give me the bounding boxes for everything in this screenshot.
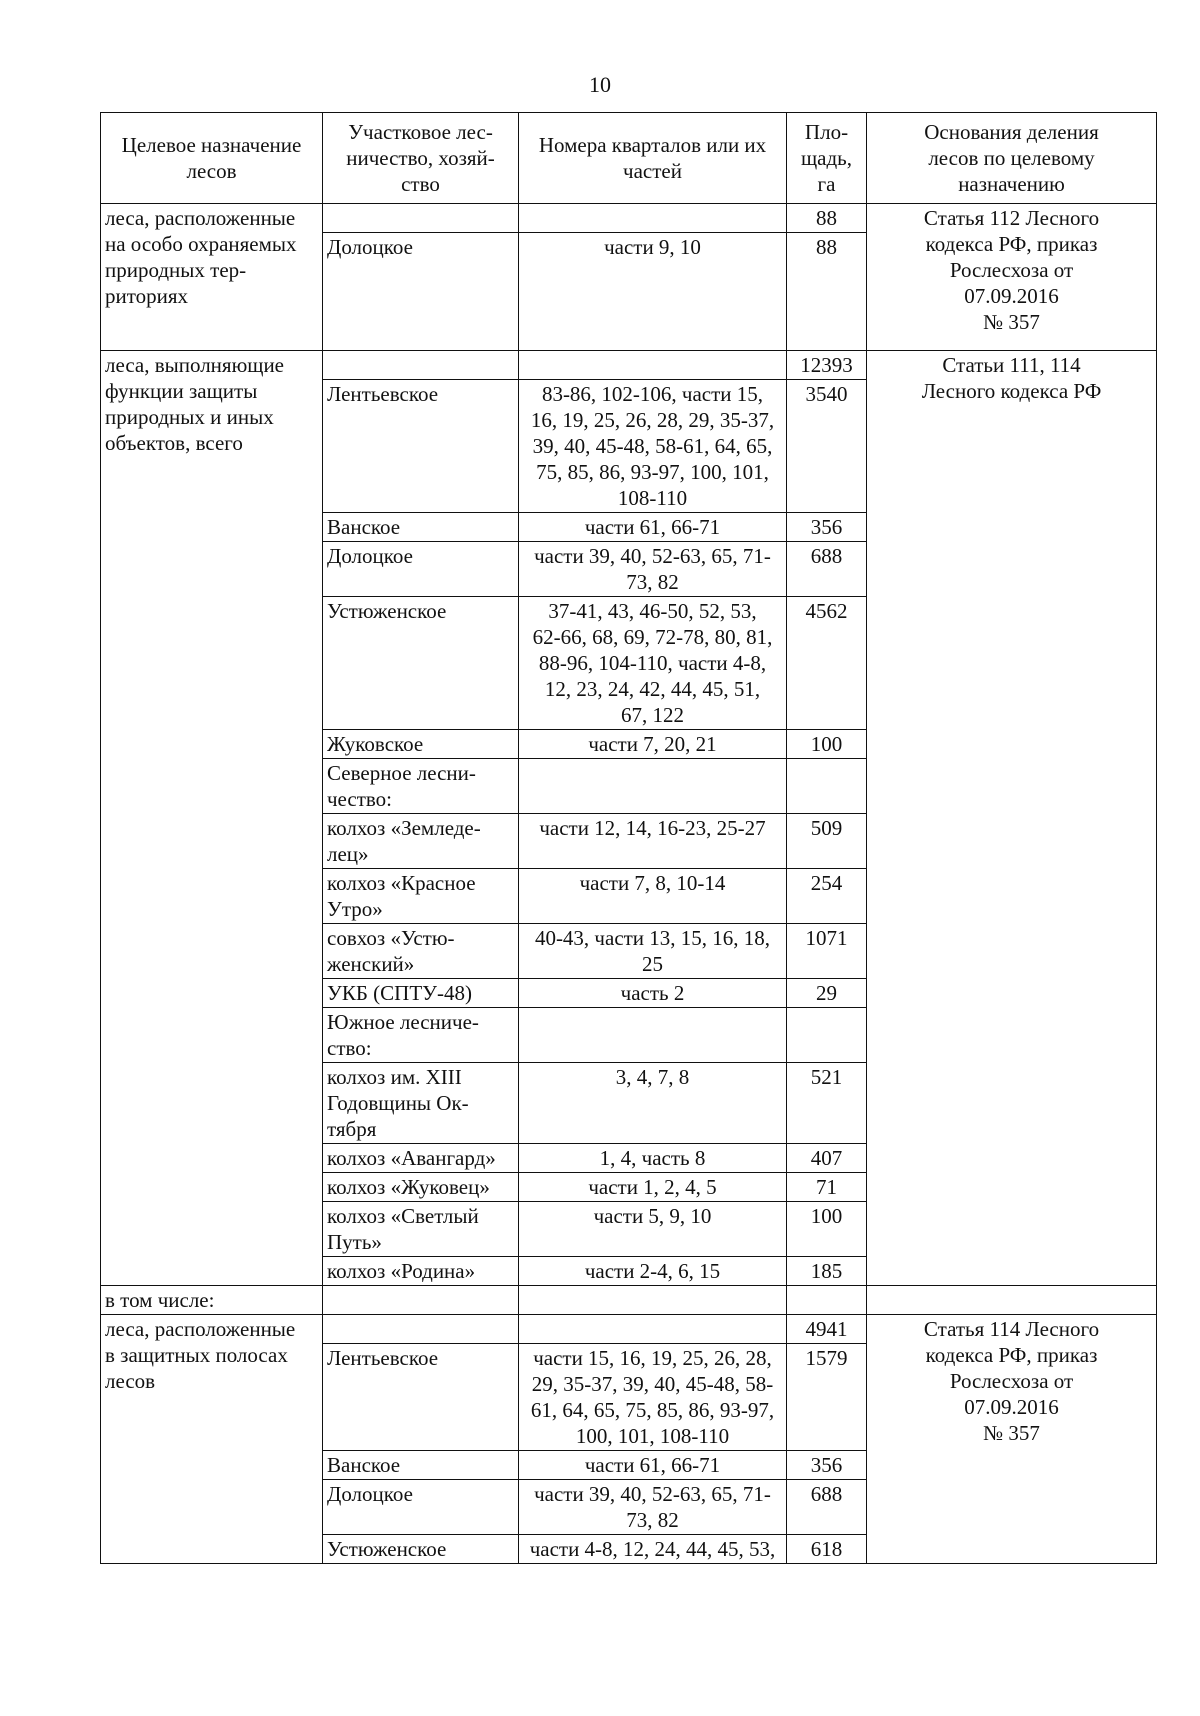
area-cell: 29	[787, 979, 867, 1008]
basis-cell	[867, 1286, 1157, 1315]
blocks-cell: части 39, 40, 52-63, 65, 71- 73, 82	[519, 542, 787, 597]
blocks-cell	[519, 759, 787, 814]
area-cell: 509	[787, 814, 867, 869]
blocks-cell: части 5, 9, 10	[519, 1202, 787, 1257]
forestry-cell: Устюженское	[323, 1535, 519, 1564]
blocks-cell: 1, 4, часть 8	[519, 1144, 787, 1173]
blocks-cell: 40-43, части 13, 15, 16, 18, 25	[519, 924, 787, 979]
blocks-cell: части 9, 10	[519, 233, 787, 351]
forestry-cell: колхоз им. XIII Годовщины Ок- тября	[323, 1063, 519, 1144]
blocks-cell: части 12, 14, 16-23, 25-27	[519, 814, 787, 869]
blocks-cell: части 61, 66-71	[519, 513, 787, 542]
area-cell: 3540	[787, 380, 867, 513]
forestry-cell: колхоз «Авангард»	[323, 1144, 519, 1173]
page-number: 10	[589, 72, 611, 97]
area-cell: 407	[787, 1144, 867, 1173]
blocks-cell: части 15, 16, 19, 25, 26, 28, 29, 35-37, 39, 40, 45-48, 58- 61, 64, 65, 75, 85, 86, 93-97, 100, 101, 108-110	[519, 1344, 787, 1451]
forestry-cell	[323, 204, 519, 233]
area-cell: 356	[787, 1451, 867, 1480]
basis-cell: Статья 114 Лесного кодекса РФ, приказ Рослесхоза от 07.09.2016 № 357	[867, 1315, 1157, 1564]
blocks-cell: части 2-4, 6, 15	[519, 1257, 787, 1286]
header-blocks: Номера кварталов или их частей	[519, 113, 787, 204]
table-row	[101, 351, 1157, 380]
forestry-cell: колхоз «Родина»	[323, 1257, 519, 1286]
including-label: в том числе:	[101, 1286, 323, 1315]
forestry-cell: Жуковское	[323, 730, 519, 759]
table-header-row	[101, 113, 1157, 204]
purpose-cell: леса, расположенные на особо охраняемых природных тер- риториях	[101, 204, 323, 351]
blocks-cell: части 7, 8, 10-14	[519, 869, 787, 924]
blocks-cell: части 39, 40, 52-63, 65, 71- 73, 82	[519, 1480, 787, 1535]
blocks-cell	[519, 351, 787, 380]
forestry-cell: Устюженское	[323, 597, 519, 730]
forestry-cell	[323, 1315, 519, 1344]
area-cell: 688	[787, 1480, 867, 1535]
forestry-cell: Южное лесниче- ство:	[323, 1008, 519, 1063]
blocks-cell: 37-41, 43, 46-50, 52, 53, 62-66, 68, 69, 72-78, 80, 81, 88-96, 104-110, части 4-8, 12, 23, 24, 42, 44, 45, 51, 67, 122	[519, 597, 787, 730]
area-cell	[787, 1286, 867, 1315]
blocks-cell: части 7, 20, 21	[519, 730, 787, 759]
area-cell: 356	[787, 513, 867, 542]
area-cell: 521	[787, 1063, 867, 1144]
forestry-cell: Долоцкое	[323, 233, 519, 351]
area-cell: 1071	[787, 924, 867, 979]
area-cell	[787, 759, 867, 814]
blocks-cell	[519, 1008, 787, 1063]
area-cell: 1579	[787, 1344, 867, 1451]
blocks-cell: 3, 4, 7, 8	[519, 1063, 787, 1144]
header-forestry: Участковое лес- ничество, хозяй- ство	[323, 113, 519, 204]
table-row	[101, 1286, 1157, 1315]
area-cell: 688	[787, 542, 867, 597]
forestry-cell: Ванское	[323, 513, 519, 542]
purpose-cell: леса, расположенные в защитных полосах лесов	[101, 1315, 323, 1564]
area-total-cell: 4941	[787, 1315, 867, 1344]
blocks-cell: 83-86, 102-106, части 15, 16, 19, 25, 26, 28, 29, 35-37, 39, 40, 45-48, 58-61, 64, 65, 75, 85, 86, 93-97, 100, 101, 108-110	[519, 380, 787, 513]
forestry-cell: Ванское	[323, 1451, 519, 1480]
area-cell: 88	[787, 233, 867, 351]
area-cell: 254	[787, 869, 867, 924]
blocks-cell	[519, 1286, 787, 1315]
purpose-cell: леса, выполняющие функции защиты природных и иных объектов, всего	[101, 351, 323, 1286]
area-cell: 4562	[787, 597, 867, 730]
blocks-cell	[519, 204, 787, 233]
header-basis: Основания деления лесов по целевому назначению	[867, 113, 1157, 204]
blocks-cell	[519, 1315, 787, 1344]
area-cell: 618	[787, 1535, 867, 1564]
blocks-cell: части 61, 66-71	[519, 1451, 787, 1480]
forestry-cell: УКБ (СПТУ-48)	[323, 979, 519, 1008]
area-total-cell: 88	[787, 204, 867, 233]
blocks-cell: часть 2	[519, 979, 787, 1008]
forestry-cell	[323, 351, 519, 380]
table-row	[101, 1315, 1157, 1344]
blocks-cell: части 1, 2, 4, 5	[519, 1173, 787, 1202]
table-row	[101, 204, 1157, 233]
area-cell: 100	[787, 1202, 867, 1257]
area-cell: 100	[787, 730, 867, 759]
forestry-cell: Лентьевское	[323, 1344, 519, 1451]
area-cell: 185	[787, 1257, 867, 1286]
forestry-cell: колхоз «Жуковец»	[323, 1173, 519, 1202]
forestry-cell: Долоцкое	[323, 1480, 519, 1535]
header-area: Пло- щадь, га	[787, 113, 867, 204]
area-cell	[787, 1008, 867, 1063]
blocks-cell: части 4-8, 12, 24, 44, 45, 53,	[519, 1535, 787, 1564]
forestry-cell: совхоз «Устю- женский»	[323, 924, 519, 979]
forestry-cell: колхоз «Светлый Путь»	[323, 1202, 519, 1257]
forestry-cell: Лентьевское	[323, 380, 519, 513]
forestry-cell: Долоцкое	[323, 542, 519, 597]
forestry-cell	[323, 1286, 519, 1315]
header-purpose: Целевое назначение лесов	[101, 113, 323, 204]
forestry-cell: Северное лесни- чество:	[323, 759, 519, 814]
basis-cell: Статьи 111, 114 Лесного кодекса РФ	[867, 351, 1157, 1286]
area-total-cell: 12393	[787, 351, 867, 380]
forest-purpose-table	[100, 112, 1157, 1564]
basis-cell: Статья 112 Лесного кодекса РФ, приказ Рослесхоза от 07.09.2016 № 357	[867, 204, 1157, 351]
forestry-cell: колхоз «Земледе- лец»	[323, 814, 519, 869]
area-cell: 71	[787, 1173, 867, 1202]
forestry-cell: колхоз «Красное Утро»	[323, 869, 519, 924]
